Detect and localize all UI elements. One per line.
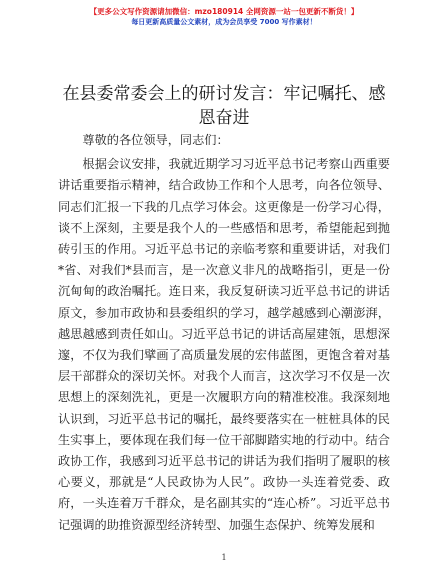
promo-banner xyxy=(0,6,448,28)
document-body xyxy=(58,130,390,536)
promo-banner-line2: 每日更新高质量公文素材，成为会员享受 7000 写作素材！ xyxy=(131,18,317,26)
salutation: 尊敬的各位领导，同志们： xyxy=(82,133,229,147)
body-paragraph: 根据会议安排，我就近期学习习近平总书记考察山西重要讲话重要指示精神，结合政协工作和个人思考，向各位领导、同志们汇报一下我的几点学习体会。这更像是一份学习心得，谈不上深刻，主要是我个人的一些感悟和思考，希望能起到抛砖引玉的作用。习近平总书记的亲临考察和重要讲话，对我们*省、对我们*县而言，是一次意义非凡的战略指引，更是一份沉甸甸的政治嘱托。连日来，我反复研读习近平总书记的讲话原文，参加市政协和县委组织的学习，越学越感到心潮澎湃，越思越感到责任如山。习近平总书记的讲话高屋建瓴，思想深邃，不仅为我们擘画了高质量发展的宏伟蓝图，更饱含着对基层干部群众的深切关怀。对我个人而言，这次学习不仅是一次思想上的深刻洗礼，更是一次履职方向的精准校准。我深刻地认识到，习近平总书记的嘱托，最终要落实在一桩桩具体的民生实事上，要体现在我们每一位干部脚踏实地的行动中。结合政协工作，我感到习近平总书记的讲话为我们指明了履职的核心要义，那就是“人民政协为人民”。政协一头连着党委、政府，一头连着万千群众，是名副其实的“连心桥”。习近平总书记强调的助推资源型经济转型、加强生态保护、统筹发展和 xyxy=(58,157,390,532)
page-number: 1 xyxy=(221,553,227,562)
promo-banner-line1: 【更多公文写作资源请加微信：mzo180914 全网资源一站一包更新不断货！】 xyxy=(89,7,359,16)
document-title: 在县委常委会上的研讨发言：牢记嘱托、感恩奋进 xyxy=(62,84,386,128)
